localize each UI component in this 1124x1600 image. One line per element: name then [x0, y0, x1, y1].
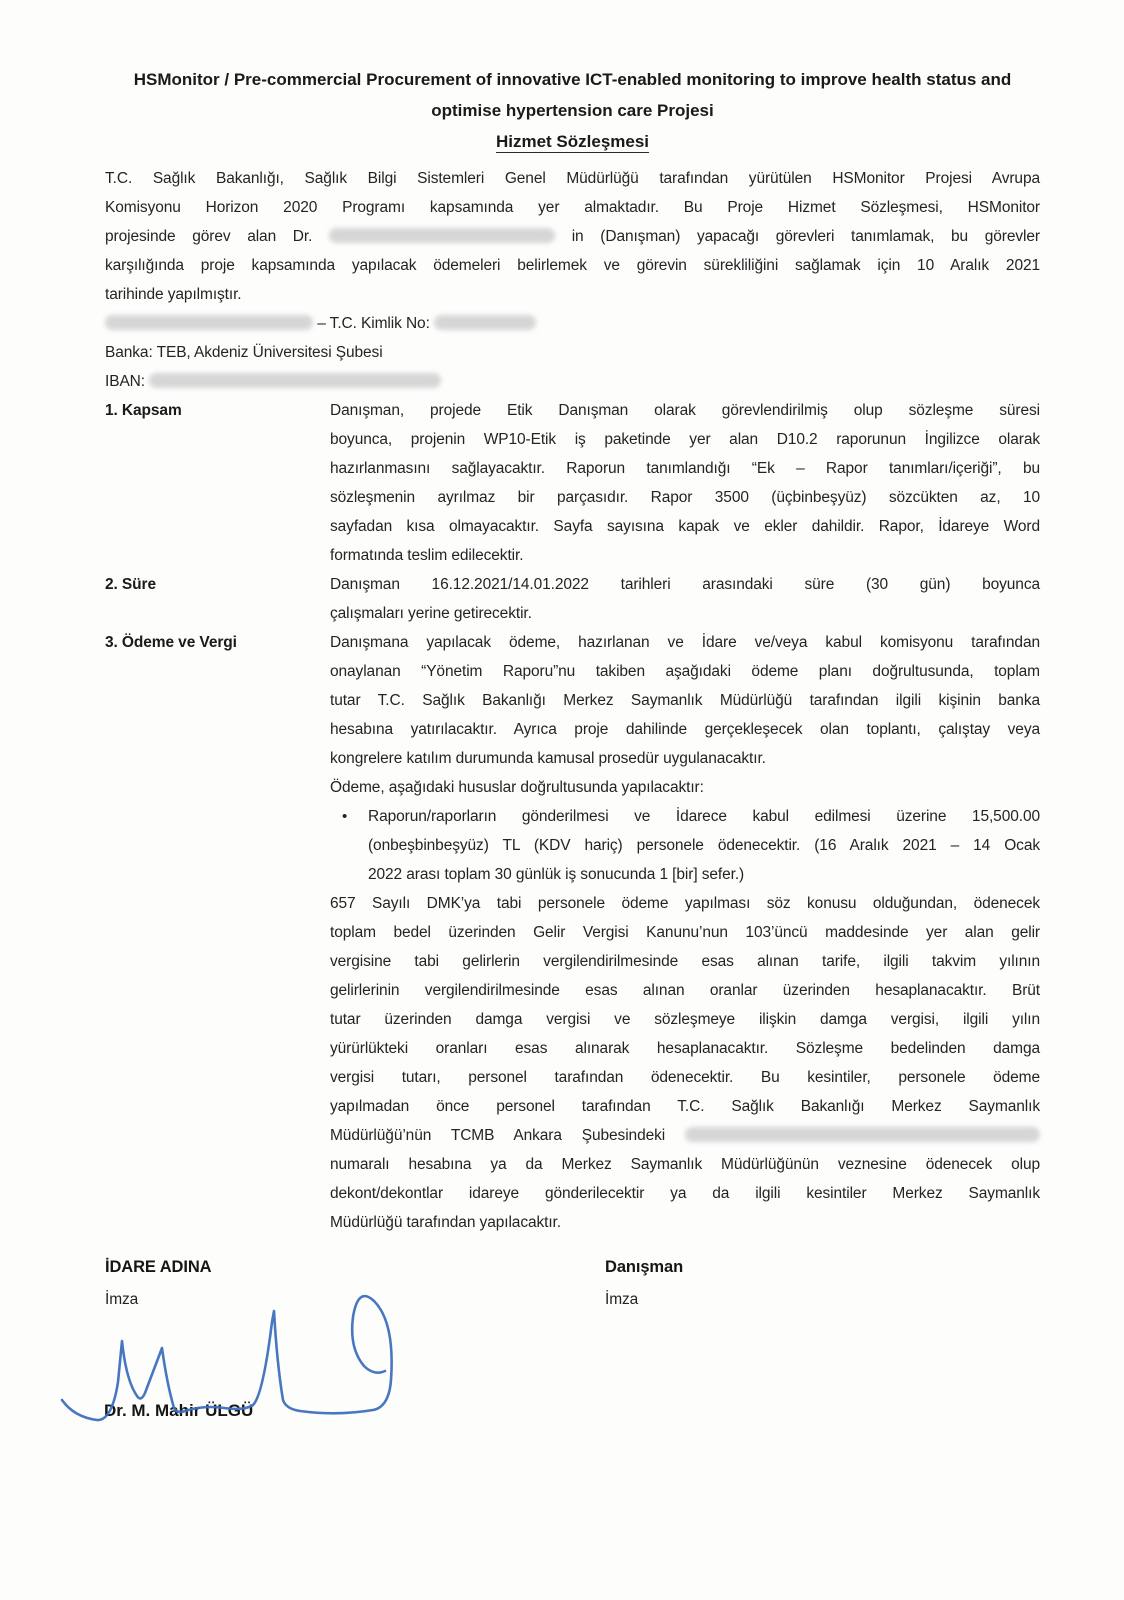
text-line: karşılığında proje kapsamında yapılacak ödemeleri belirlemek ve görevin sürekliliğini sağlamak için 10 Aralık 2021: [105, 257, 1040, 274]
text-line: sözleşmenin ayrılmaz bir parçasıdır. Rapor 3500 (üçbinbeşyüz) sözcükten az, 10: [330, 489, 1040, 506]
text-line: hesabına yatırılacaktır. Ayrıca proje dahilinde gerçekleşecek olan toplantı, çalıştay veya: [330, 721, 1040, 738]
intro-line-before: projesinde görev alan Dr.: [105, 228, 313, 245]
idare-adina-label: İDARE ADINA: [105, 1258, 212, 1276]
signature-col-danisman: [605, 1253, 683, 1314]
payment-bullet-text: [368, 802, 1040, 889]
text-line: Raporun/raporların gönderilmesi ve İdarece kabul edilmesi üzerine 15,500.00: [368, 808, 1040, 825]
signature-section: [105, 1253, 1040, 1314]
odeme-line-redacted: [330, 1121, 1040, 1150]
redaction-account-number: [685, 1127, 1040, 1142]
text-line: formatında teslim edilecektir.: [330, 547, 524, 564]
text-line: tarihinde yapılmıştır.: [105, 286, 242, 303]
text-line: kongrelere katılım durumunda kamusal prosedür uygulanacaktır.: [330, 750, 766, 767]
text-line: yürürlükteki oranları esas alınarak hesaplanacaktır. Sözleşme bedelinden damga: [330, 1040, 1040, 1057]
id-line: [105, 309, 1040, 338]
text-line: boyunca, projenin WP10-Etik iş paketinde yer alan D10.2 raporunun İngilizce olarak: [330, 431, 1040, 448]
signature-col-idare: [105, 1253, 605, 1314]
text-line: tutar üzerinden damga vergisi ve sözleşmeye ilişkin damga vergisi, ilgili yılın: [330, 1011, 1040, 1028]
text-line: vergisine tabi gelirlerin vergilendirilmesinde esas alınan tarife, ilgili takvim yılının: [330, 953, 1040, 970]
text-line: 2022 arası toplam 30 günlük iş sonucunda 1 [bir] sefer.): [368, 866, 745, 883]
text-line: 657 Sayılı DMK’ya tabi personele ödeme yapılması söz konusu olduğundan, ödenecek: [330, 895, 1040, 912]
section-label: 2. Süre: [105, 576, 156, 593]
text-line: Müdürlüğü tarafından yapılacaktır.: [330, 1214, 561, 1231]
text-line: Komisyonu Horizon 2020 Programı kapsamında yer almaktadır. Bu Proje Hizmet Sözleşmesi, HSMonitor: [105, 199, 1040, 216]
iban-line: [105, 367, 1040, 396]
section-odeme: [105, 628, 1040, 1237]
text-line: Danışmana yapılacak ödeme, hazırlanan ve İdare ve/veya kabul komisyonu tarafından: [330, 634, 1040, 651]
danisman-label: Danışman: [605, 1258, 684, 1276]
document-title-line: optimise hypertension care Projesi: [431, 101, 714, 120]
text-line: çalışmaları yerine getirecektir.: [330, 605, 532, 622]
text-line: tutar T.C. Sağlık Bakanlığı Merkez Saymanlık Müdürlüğü tarafından ilgili kişinin banka: [330, 692, 1040, 709]
odeme-paragraph-1: [330, 628, 1040, 773]
redaction-iban: [149, 373, 441, 388]
text-line: T.C. Sağlık Bakanlığı, Sağlık Bilgi Sistemleri Genel Müdürlüğü tarafından yürütülen HSMonitor Projesi Avrupa: [105, 170, 1040, 187]
signer-name: Dr. M. Mahir ÜLGÜ: [104, 1401, 254, 1420]
redaction-consultant-name: [329, 228, 555, 243]
intro-line-after: in (Danışman) yapacağı görevleri tanımlamak, bu görevler: [571, 228, 1040, 245]
document-title-line: HSMonitor / Pre-commercial Procurement of innovative ICT-enabled monitoring to improve health status and: [133, 70, 1012, 89]
text-line: sayfadan kısa olmayacaktır. Sayfa sayısına kapak ve ekler dahildir. Rapor, İdareye Word: [330, 518, 1040, 535]
payment-bullet-item: [330, 802, 1040, 889]
section-label: 1. Kapsam: [105, 402, 182, 419]
imza-label-left: İmza: [105, 1291, 139, 1308]
text-line: numaralı hesabına ya da Merkez Saymanlık Müdürlüğünün veznesine ödenecek olup: [330, 1156, 1040, 1173]
section-kapsam-text: [330, 396, 1040, 570]
odeme-paragraph-2b: [330, 1150, 1040, 1237]
text-line: Danışman 16.12.2021/14.01.2022 tarihleri arasındaki süre (30 gün) boyunca: [330, 576, 1040, 593]
bank-line: Banka: TEB, Akdeniz Üniversitesi Şubesi: [105, 344, 383, 361]
text-line: gelirlerinin vergilendirilmesinde esas alınan oranlar üzerinden hesaplanacaktır. Brüt: [330, 982, 1040, 999]
document-subtitle: Hizmet Sözleşmesi: [495, 132, 650, 151]
bullet-icon: •: [342, 808, 348, 825]
document-title: [105, 64, 1040, 157]
text-line: toplam bedel üzerinden Gelir Vergisi Kanunu’nun 103’üncü maddesinde yer alan gelir: [330, 924, 1040, 941]
text-line: dekont/dekontlar idareye gönderilecektir ya da ilgili kesintiler Merkez Saymanlık: [330, 1185, 1040, 1202]
text-line: hazırlanmasını sağlayacaktır. Raporun tanımlandığı “Ek – Rapor tanımları/içeriği”, bu: [330, 460, 1040, 477]
text-line: yapılmadan önce personel tarafından T.C. Sağlık Bakanlığı Merkez Saymanlık: [330, 1098, 1040, 1115]
iban-label: IBAN:: [105, 373, 145, 390]
section-label: 3. Ödeme ve Vergi: [105, 634, 237, 651]
text-line: onaylanan “Yönetim Raporu”nu takiben aşağıdaki ödeme planı doğrultusunda, toplam: [330, 663, 1040, 680]
kimlik-label: – T.C. Kimlik No:: [317, 315, 430, 332]
imza-label-right: İmza: [605, 1291, 639, 1308]
intro-line-redacted: [105, 222, 1040, 251]
text-line: vergisi tutarı, personel tarafından ödenecektir. Bu kesintiler, personele ödeme: [330, 1069, 1040, 1086]
odeme-paragraph-2a: [330, 889, 1040, 1121]
intro-paragraph: [105, 164, 1040, 309]
text-line: Danışman, projede Etik Danışman olarak görevlendirilmiş olup sözleşme süresi: [330, 402, 1040, 419]
redaction-id-number: [434, 315, 536, 330]
section-kapsam: [105, 396, 1040, 570]
intro-lines-bottom: [105, 251, 1040, 309]
section-odeme-text: [330, 628, 1040, 1237]
odeme-intro-line: Ödeme, aşağıdaki hususlar doğrultusunda yapılacaktır:: [330, 779, 704, 796]
account-line-before: Müdürlüğü’nün TCMB Ankara Şubesindeki: [330, 1127, 666, 1144]
text-line: (onbeşbinbeşyüz) TL (KDV hariç) personele ödenecektir. (16 Aralık 2021 – 14 Ocak: [368, 837, 1040, 854]
section-sure-text: [330, 570, 1040, 628]
intro-lines-top: [105, 164, 1040, 222]
redaction-person-name: [105, 315, 313, 330]
section-sure: [105, 570, 1040, 628]
